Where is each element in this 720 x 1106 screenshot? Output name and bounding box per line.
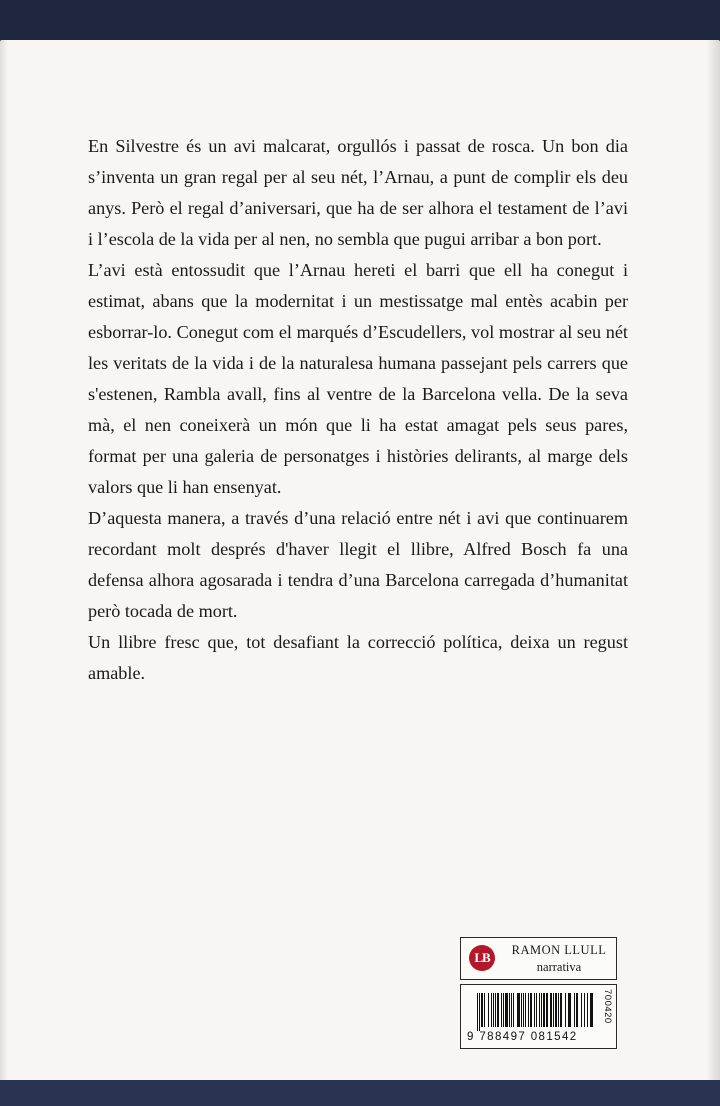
barcode-bar — [574, 993, 575, 1027]
barcode-bar — [497, 993, 499, 1027]
barcode-bar — [555, 993, 557, 1027]
barcode-digits: 9 788497 081542 — [467, 1031, 578, 1043]
barcode-bar — [484, 993, 485, 1027]
barcode-bar — [493, 993, 494, 1027]
barcode-bar — [536, 993, 537, 1027]
barcode-bar — [513, 993, 514, 1027]
barcode-bar — [550, 993, 552, 1027]
barcode-bar — [528, 993, 529, 1027]
barcode-bar — [576, 993, 578, 1027]
barcode-bar — [479, 993, 480, 1031]
barcode-addon: 700420 — [602, 989, 613, 1024]
barcode-bar — [511, 993, 512, 1027]
publisher-logo: LB — [469, 945, 495, 971]
barcode-bar — [553, 993, 554, 1027]
page-edge-shadow — [0, 40, 8, 1086]
cover-bottom-band — [0, 1080, 720, 1106]
barcode-bar — [543, 993, 545, 1027]
barcode-bar — [503, 993, 504, 1027]
blurb-paragraph: En Silvestre és un avi malcarat, orgullós i passat de rosca. Un bon dia s’inventa un gran regal per al seu nét, l’Arnau, a punt de complir els deu anys. Però el regal d’aniversari, que ha de ser alhora el testament de l’avi i l’escola de la vida per al nen, no sembla que pugui arribar a bon port. — [88, 136, 628, 249]
publisher-imprint — [460, 937, 617, 980]
barcode-bar — [539, 993, 540, 1027]
barcode-bar — [523, 993, 524, 1027]
barcode-bar — [587, 993, 588, 1027]
barcode-bar — [491, 993, 492, 1027]
isbn-barcode — [460, 984, 617, 1049]
barcode-bar — [565, 993, 566, 1027]
barcode-bar — [584, 993, 585, 1027]
barcode-bar — [521, 993, 522, 1027]
blurb-paragraph: D’aquesta manera, a través d’una relació entre nét i avi que continuarem recordant molt després d'haver llegit el llibre, Alfred Bosch fa una defensa alhora agosarada i tendra d’una Barcelona carregada d’humanitat però tocada de mort. — [88, 508, 628, 621]
barcode-bar — [525, 993, 526, 1027]
barcode-bar — [558, 993, 559, 1027]
publisher-name: RAMON LLULL — [511, 943, 607, 957]
barcode-bar — [509, 993, 510, 1027]
barcode-bar — [481, 993, 483, 1027]
publisher-collection: narrativa — [536, 960, 582, 974]
barcode-bar — [546, 993, 548, 1027]
barcode-bar — [541, 993, 542, 1027]
barcode-bar — [517, 993, 520, 1027]
barcode-bar — [501, 993, 502, 1027]
blurb-paragraph: Un llibre fresc que, tot desafiant la correcció política, deixa un regust amable. — [88, 632, 628, 683]
barcode-bar — [581, 993, 582, 1027]
barcode-bars — [477, 993, 597, 1031]
page-edge-shadow — [706, 40, 720, 1086]
blurb-text — [88, 131, 628, 689]
barcode-bar — [488, 993, 489, 1027]
barcode-bar — [530, 993, 532, 1027]
barcode-bar — [568, 993, 571, 1027]
barcode-bar — [495, 993, 496, 1027]
blurb-paragraph: L’avi està entossudit que l’Arnau hereti el barri que ell ha conegut i estimat, abans que la modernitat i un mestissatge mal entès acabin per esborrar-lo. Conegut com el marqués d’Escudellers, vol mostrar al seu nét les veritats de la vida i de la naturalesa humana passejant pels carrers que s'estenen, Rambla avall, fins al ventre de la Barcelona vella. De la seva mà, el nen coneixerà un món que li ha estat amagat pels seus pares, format per una galeria de personatges i històries delirants, al marge dels valors que li han ensenyat. — [88, 260, 628, 497]
barcode-bar — [560, 993, 562, 1027]
barcode-bar — [477, 993, 478, 1031]
barcode-bar — [534, 993, 535, 1027]
barcode-bar — [505, 993, 508, 1027]
barcode-bar — [590, 993, 593, 1027]
cover-top-band — [0, 0, 720, 44]
